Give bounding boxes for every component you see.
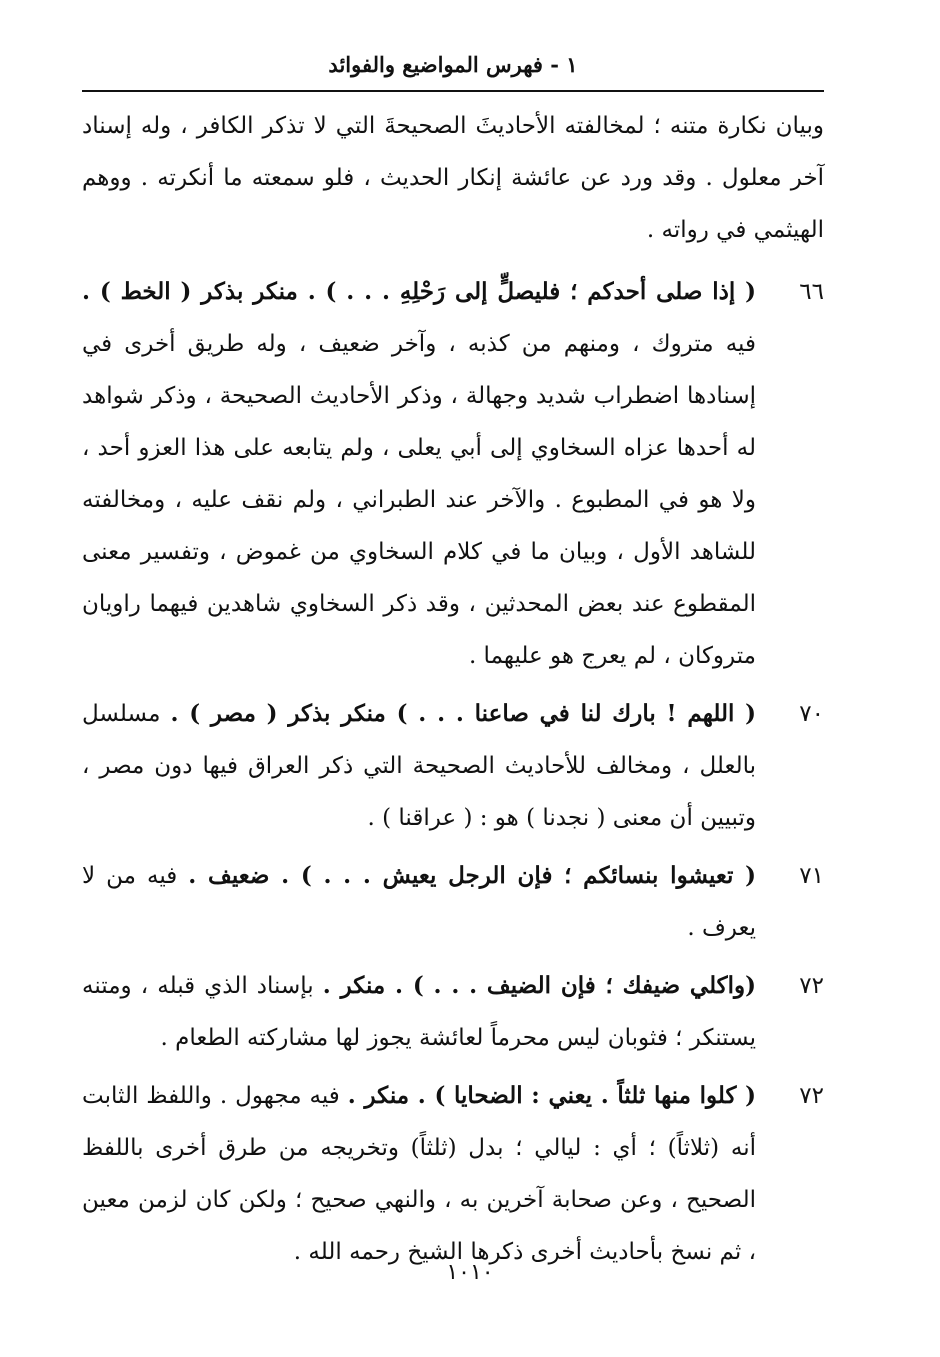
index-entry: [82, 1070, 824, 1278]
entry-body: [82, 1070, 756, 1278]
page-number: ١٠١٠: [446, 1260, 494, 1285]
hadith-text: (واكلي ضيفك ؛ فإن الضيف . . . ) . منكر .: [322, 972, 757, 999]
entry-commentary: فيه متروك ، ومنهم من كذبه ، وآخر ضعيف ، وله طريق أخرى في إسنادها اضطراب شديد وجهالة ، وذكر الأحاديث الصحيحة ، وذكر شواهد له أحدها عزاه السخاوي إلى أبي يعلى ، ولم يتابعه على هذا العزو أحد ، ولا هو في المطبوع . والآخر عند الطبراني ، ولم نقف عليه ، ومخالفته للشاهد الأول ، وبيان ما في كلام السخاوي من غموض ، وتفسير معنى المقطوع عند بعض المحدثين ، وقد ذكر السخاوي شاهدين فيهما راويان متروكان ، لم يعرج هو عليهما .: [82, 331, 756, 669]
hadith-text: ( تعيشوا بنسائكم ؛ فإن الرجل يعيش . . . ) . ضعيف .: [188, 862, 757, 889]
entry-number: ٧٢: [799, 1083, 824, 1109]
entry-number: ٧٠: [799, 701, 824, 727]
index-entry: [82, 960, 824, 1064]
header-rule: [82, 90, 824, 92]
entry-body: [82, 850, 756, 954]
index-entry: [82, 266, 824, 682]
entry-commentary: بإسناد الذي قبله ، ومتنه يستنكر ؛ فثوبان ليس محرماً لعائشة يجوز لها مشاركته الطعام .: [82, 973, 756, 1051]
entry-commentary: مسلسل بالعلل ، ومخالف للأحاديث الصحيحة التي ذكر العراق فيها دون مصر ، وتبيين أن معنى ( نجدنا ) هو : ( عراقنا ) .: [82, 701, 756, 831]
hadith-text: ( إذا صلى أحدكم ؛ فليصلٍّ إلى رَحْلِهِ . . . ) . منكر بذكر ( الخط ) .: [82, 278, 756, 305]
running-header: ١ - فهرس المواضيع والفوائد: [328, 52, 578, 77]
entry-commentary: فيه من لا يعرف .: [82, 863, 756, 941]
hadith-text: ( كلوا منها ثلثاً . يعني : الضحايا ) . منكر .: [347, 1082, 756, 1109]
entry-number: ٦٦: [799, 279, 824, 305]
hadith-text: ( اللهم ! بارك لنا في صاعنا . . . ) منكر بذكر ( مصر ) .: [170, 700, 757, 727]
continued-paragraph: وبيان نكارة متنه ؛ لمخالفته الأحاديثَ الصحيحةَ التي لا تذكر الكافر ، وله إسناد آخر معلول . وقد ورد عن عائشة إنكار الحديث ، فلو سمعته ما أنكرته . ووهم الهيثمي في رواته .: [82, 113, 824, 243]
index-entry: [82, 688, 824, 844]
entry-number: ٧٢: [799, 973, 824, 999]
entry-number: ٧١: [799, 863, 824, 889]
index-entry: [82, 850, 824, 954]
entry-body: [82, 960, 756, 1064]
entry-commentary: فيه مجهول . واللفظ الثابت أنه (ثلاثاً) ؛ أي : ليالي ؛ بدل (ثلثاً) وتخريجه من طرق أخرى باللفظ الصحيح ، وعن صحابة آخرين به ، والنهي صحيح ؛ ولكن كان لزمن معين ، ثم نسخ بأحاديث أخرى ذكرها الشيخ رحمه الله .: [82, 1083, 756, 1265]
entry-body: [82, 266, 756, 682]
entry-body: [82, 688, 756, 844]
index-content: [82, 100, 824, 1278]
